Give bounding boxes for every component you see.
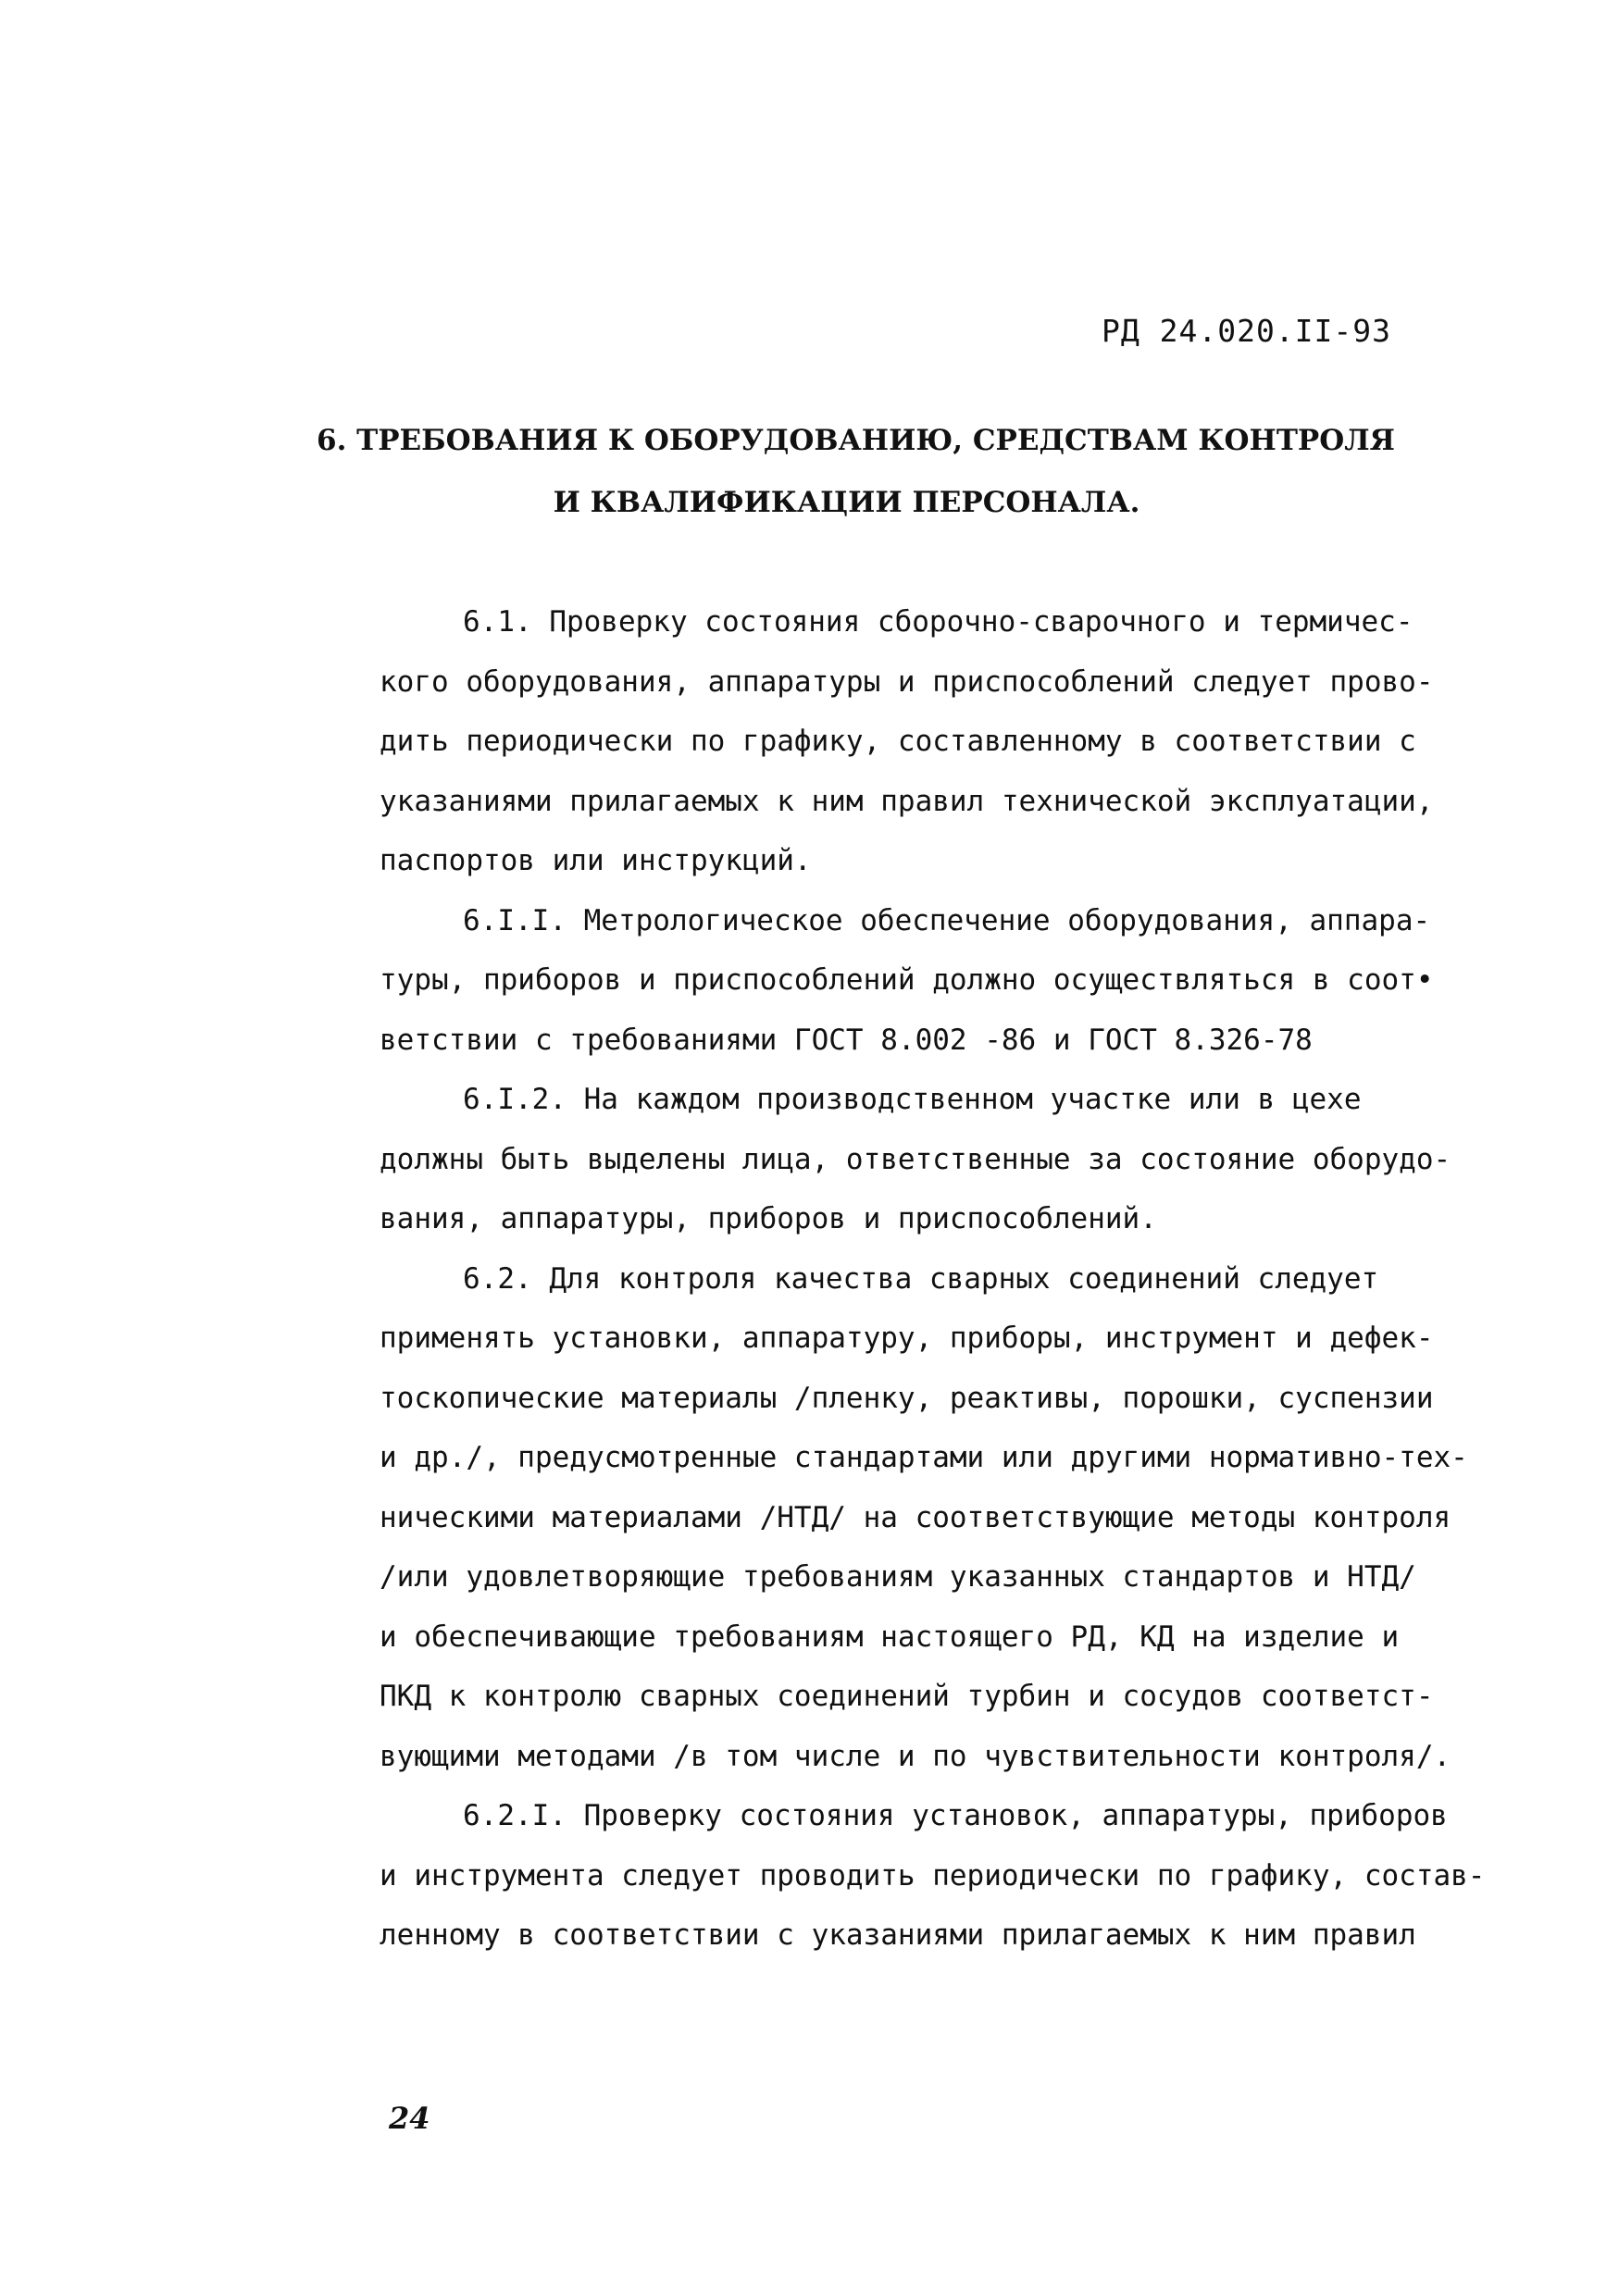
text-line: ПКД к контролю сварных соединений турбин и сосудов соответст-	[380, 1680, 1434, 1713]
text-line: ветствии с требованиями ГОСТ 8.002 -86 и ГОСТ 8.326-78	[380, 1023, 1313, 1057]
text-line: туры, приборов и приспособлений должно осуществляться в соот•	[380, 963, 1434, 997]
text-line: и др./, предусмотренные стандартами или другими нормативно-тех-	[380, 1441, 1468, 1474]
paragraph-6-2-1	[380, 1786, 1527, 1966]
text-line: вания, аппаратуры, приборов и приспособлений.	[380, 1202, 1157, 1235]
text-line: должны быть выделены лица, ответственные за состояние оборудо-	[380, 1142, 1451, 1176]
paragraph-6-2	[380, 1249, 1527, 1787]
text-line: 6.2. Для контроля качества сварных соединений следует	[463, 1261, 1379, 1296]
text-line: 6.2.I. Проверку состояния установок, аппаратуры, приборов	[463, 1799, 1448, 1832]
text-line: 6.1. Проверку состояния сборочно-сварочного и термичес-	[463, 605, 1414, 639]
text-line: 6.I.2. На каждом производственном участке или в цехе	[463, 1083, 1362, 1116]
text-line: 6.I.I. Метрологическое обеспечение оборудования, аппара-	[463, 903, 1431, 937]
text-line: дить периодически по графику, составленному в соответствии с	[380, 725, 1416, 758]
text-line: кого оборудования, аппаратуры и приспособлений следует прово-	[380, 664, 1434, 699]
paragraph-6-1-1	[380, 891, 1527, 1071]
text-line: /или удовлетворяющие требованиям указанных стандартов и НТД/	[380, 1560, 1416, 1594]
text-line: и обеспечивающие требованиям настоящего РД, КД на изделие и	[380, 1620, 1400, 1654]
paragraph-6-1-2	[380, 1070, 1527, 1249]
text-line: ленному в соответствии с указаниями прилагаемых к ним правил	[380, 1918, 1416, 1952]
text-line: указаниями прилагаемых к ним правил технической эксплуатации,	[380, 784, 1434, 818]
text-line: и инструмента следует проводить периодически по графику, состав-	[380, 1858, 1486, 1893]
section-title-line-1: 6. ТРЕБОВАНИЯ К ОБОРУДОВАНИЮ, СРЕДСТВАМ КОНТРОЛЯ	[317, 424, 1395, 457]
text-line: паспортов или инструкций.	[380, 844, 812, 877]
body-text	[380, 592, 1527, 1966]
text-line: тоскопические материалы /пленку, реактивы, порошки, суспензии	[380, 1381, 1434, 1415]
text-line: ническими материалами /НТД/ на соответствующие методы контроля	[380, 1500, 1451, 1534]
text-line: применять установки, аппаратуру, приборы, инструмент и дефек-	[380, 1322, 1434, 1355]
document-code: РД 24.020.II-93	[1102, 313, 1392, 349]
section-title-line-2: И КВАЛИФИКАЦИИ ПЕРСОНАЛА.	[553, 486, 1140, 519]
paragraph-6-1	[380, 592, 1527, 891]
page-number: 24	[389, 2101, 430, 2136]
text-line: вующими методами /в том числе и по чувствительности контроля/.	[380, 1739, 1451, 1773]
